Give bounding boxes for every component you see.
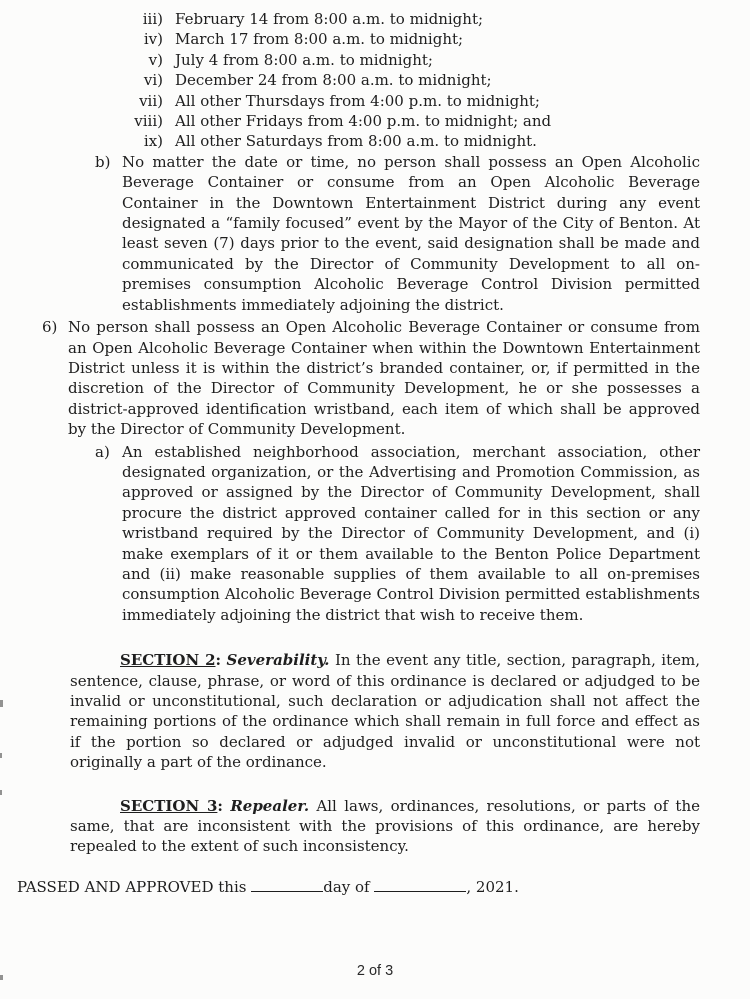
list-item-text: No matter the date or time, no person shall possess an Open Alcoholic Beverage Container or consume from an Open Alcoholic Beverage Container in the Downtown Entertainment District during any event designated a “family focused” event by the Mayor of the City of Benton. At least seven (7) days prior to the event, said designation shall be made and communicated by the Director of Community Development to all on-premises consumption Alcoholic Beverage Control Division permitted establishments immediately adjoining the district.: [122, 152, 700, 314]
list-marker: ix): [143, 132, 163, 151]
section-3-subtitle: Repealer.: [230, 796, 310, 815]
list-marker: vi): [143, 71, 163, 90]
list-item-text: No person shall possess an Open Alcoholic Beverage Container or consume from an Open Alcoholic Beverage Container when within the Downtown Entertainment District unless it is within the district’s branded container, or, if permitted in the discretion of the Director of Community Development, he or she possesses a district-approved identification wristband, each item of which shall be approved by the Director of Community Development.: [68, 318, 700, 439]
section-3-paragraph: [70, 796, 700, 857]
list-item-text: All other Fridays from 4:00 p.m. to midnight; and: [175, 112, 552, 131]
section-2-colon: :: [215, 651, 222, 670]
section-3-text: All laws, ordinances, resolutions, or parts of the same, that are inconsistent with the provisions of this ordinance, are hereby repealed to the extent of such inconsistency.: [70, 796, 700, 856]
list-item: [0, 91, 700, 111]
list-item: [0, 50, 700, 70]
list-item: [0, 29, 700, 49]
list-marker: iii): [142, 10, 163, 28]
list-item-text: All other Thursdays from 4:00 p.m. to midnight;: [175, 91, 540, 110]
scan-artifact: [0, 790, 2, 795]
section-2-text: In the event any title, section, paragraph, item, sentence, clause, phrase, or word of this ordinance is declared or adjudged to be invalid or unconstitutional, such declaration or adjudication shall not affect the remaining portions of the ordinance which shall remain in full force and effect as if the portion so declared or adjudged invalid or unconstitutional were not originally a part of the ordinance.: [70, 651, 700, 772]
section-2-paragraph: [70, 650, 700, 772]
list-marker: a): [95, 442, 110, 461]
scan-artifact: [0, 975, 3, 980]
list-item-a: [95, 442, 700, 626]
list-item-text: July 4 from 8:00 a.m. to midnight;: [175, 50, 433, 69]
section-3-heading: SECTION 3: [120, 796, 218, 815]
event-times-list: [0, 9, 700, 152]
scan-artifact: [0, 700, 3, 707]
list-marker: v): [148, 50, 163, 69]
list-marker: viii): [134, 112, 163, 131]
passed-approved-line: [17, 877, 700, 897]
day-blank-field: [251, 877, 323, 892]
list-marker: iv): [143, 30, 163, 49]
list-item: [0, 131, 700, 151]
list-item-text: March 17 from 8:00 a.m. to midnight;: [175, 30, 464, 49]
scan-artifact: [0, 753, 2, 758]
page-number: 2 of 3: [356, 963, 394, 979]
passed-approved-text: PASSED AND APPROVED this: [17, 877, 247, 896]
day-of-text: day of: [323, 877, 370, 896]
list-item-text: An established neighborhood association, merchant association, other designated organization, or the Advertising and Promotion Commission, as approved or assigned by the Director of Community Development, shall procure the district approved container called for in this section or any wristband required by the Director of Community Development, and (i) make exemplars of it or them available to the Benton Police Department and (ii) make reasonable supplies of them available to all on-premises consumption Alcoholic Beverage Control Division permitted establishments immediately adjoining the district that wish to receive them.: [122, 442, 700, 624]
section-3-colon: :: [217, 796, 223, 815]
list-item-text: All other Saturdays from 8:00 a.m. to midnight.: [175, 132, 537, 151]
month-blank-field: [374, 877, 466, 892]
list-item-b: [95, 152, 700, 315]
list-item-text: February 14 from 8:00 a.m. to midnight;: [175, 10, 484, 28]
list-item: [0, 9, 700, 29]
section-2-subtitle: Severability.: [226, 651, 330, 670]
list-item: [0, 70, 700, 90]
list-marker: vii): [139, 91, 163, 110]
list-item: [0, 111, 700, 131]
list-item-text: December 24 from 8:00 a.m. to midnight;: [175, 71, 492, 90]
year-text: , 2021.: [466, 877, 519, 896]
section-2-heading: SECTION 2: [120, 651, 216, 670]
list-item-6: [42, 317, 700, 439]
list-marker: b): [95, 152, 111, 171]
list-marker: 6): [42, 318, 58, 337]
